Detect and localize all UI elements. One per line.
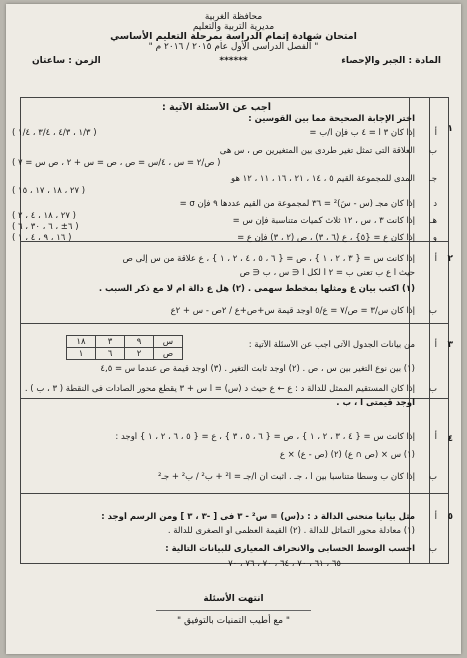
table-cell: ١٨ bbox=[67, 336, 96, 348]
q1d-text: إذا كان مجـ (س - سَ)² = ٣٦ لمجموعة من القيم عددها ٩ فإن σ = bbox=[179, 199, 415, 209]
q1b-text: العلاقة التى تمثل تغير طردى بين المتغيرين ص ، س هى bbox=[219, 146, 415, 156]
q3b-line2: أوجد قيمتى أ ، ب . bbox=[336, 398, 415, 408]
q5a-line2: (١) معادلة محور التماثل للدالة . (٢) القيمة العظمى أو الصغرى للدالة . bbox=[167, 526, 415, 536]
instruction: أجب عن الأسئلة الآتية : bbox=[162, 102, 271, 113]
row-divider bbox=[21, 323, 448, 324]
exam-title: امتحان شهادة إتمام الدراسة بمرحلة التعليم الأساسي bbox=[110, 31, 357, 42]
part-label: هـ bbox=[430, 216, 437, 226]
q1f-text: إذا كان ع = {٥} ، ع (٦ ، ٣) ، ص (٢ ، ٣) فإن ع = bbox=[237, 233, 415, 243]
q1c-text: المدى للمجموعة القيم ٥ ، ١٤ ، ٢١ ، ١٦ ، ١١ ، ١٢ هو bbox=[231, 174, 415, 184]
table-cell: ٢ bbox=[125, 348, 154, 360]
q4a-line1: إذا كانت س = { ٤ ، ٣ ، ٢ ، ١ } ، ص = { ٦ ، ٥ ، ٣ } ، ع = { ٥ ، ٦ ، ٢ ، ١ } أوجد : bbox=[115, 432, 415, 442]
exam-header bbox=[6, 4, 461, 52]
good-luck-wish: " مع أطيب التمنيات بالتوفيق " bbox=[176, 616, 291, 626]
row-divider bbox=[21, 493, 448, 494]
exam-paper bbox=[6, 4, 461, 654]
question-number: ٤ bbox=[447, 434, 453, 444]
part-label: أ bbox=[434, 128, 437, 138]
part-label: ب bbox=[428, 146, 437, 156]
table-row bbox=[67, 336, 183, 348]
q5b-line1: احسب الوسط الحسابى والانحراف المعيارى للبيانات التالية : bbox=[165, 544, 415, 554]
table-cell: س bbox=[154, 336, 183, 348]
table-cell: ٣ bbox=[96, 336, 125, 348]
q1e-text: إذا كانت ٣ ، س ، ١٢ ثلاث كميات متناسبة فإن س = bbox=[232, 216, 415, 226]
part-label: ب bbox=[428, 306, 437, 316]
question-number: ٢ bbox=[447, 254, 453, 264]
q1-title: اختر الإجابة الصحيحة مما بين القوسين : bbox=[248, 114, 415, 124]
directorate: مديرية التربية والتعليم bbox=[192, 22, 275, 32]
q5a-line1: مثل بيانياً منحنى الدالة د : د(س) = س² - ٣ فى [ -٣ ، ٣ ] ومن الرسم أوجد : bbox=[101, 512, 415, 522]
exam-term: " الفصل الدراسى الأول عام ٢٠١٥ / ٢٠١٦ م " bbox=[148, 42, 319, 52]
part-label: ب bbox=[428, 472, 437, 482]
part-label: ب bbox=[428, 544, 437, 554]
part-label: أ bbox=[434, 512, 437, 522]
part-label: أ bbox=[434, 432, 437, 442]
q1c-choices: ( ٢٧ ، ١٨ ، ١٧ ، ١٥ ) bbox=[12, 186, 86, 196]
q4a-line2: (١) س × (ص ∩ ع) (٢) (ص - ع) × ع bbox=[279, 450, 415, 460]
stars: ****** bbox=[219, 56, 248, 66]
q3a-line2: (١) بين نوع التغير بين س ، ص . (٢) أوجد ثابت التغير . (٣) أوجد قيمة ص عندما س = ٤,٥ bbox=[100, 364, 415, 374]
table-cell: ص bbox=[154, 348, 183, 360]
part-label: د bbox=[433, 199, 437, 209]
subject-label: المادة : الجبر والإحصاء bbox=[341, 56, 441, 66]
q1a-text: إذا كان ٣ أ = ٤ ب فإن أ/ب = bbox=[309, 128, 415, 138]
question-number: ٥ bbox=[447, 512, 453, 522]
part-label: أ bbox=[434, 254, 437, 264]
q1d-choices: ( ٢٧ ، ١٨ ، ٤ ، ٢ ) bbox=[12, 211, 76, 221]
q1e-choices: ( ٦± ، ٦ ، ٣٠ ، ٦ ) bbox=[12, 222, 79, 232]
q1a-choices: ( ١/٣ ، ٤/٣ ، ٣/٤ ، ١/٤ ) bbox=[12, 128, 97, 138]
q1f-choices: ( ١٦ ، ٩ ، ٤ ، ١ ) bbox=[12, 233, 72, 243]
q3a-line1: من بيانات الجدول الآتى أجب عن الأسئلة الآتية : bbox=[248, 340, 415, 350]
q3b-line1: إذا كان المستقيم الممثل للدالة د : ع ← ع حيث د (س) = أ س + ٣ يقطع محور الصادات فى النقطة ( ٣ ، ب ) . bbox=[24, 384, 415, 394]
part-label: ب bbox=[428, 384, 437, 394]
part-label: أ bbox=[434, 340, 437, 350]
q2a-line2: حيث أ ع ب تعنى ب = ٢ أ لكل أ ∈ س ، ب ∈ ص bbox=[239, 268, 415, 278]
question-number: ٣ bbox=[447, 340, 453, 350]
end-of-questions: انتهت الأسئلة bbox=[203, 594, 264, 604]
table-row bbox=[67, 348, 183, 360]
q5b-line2: ٦٥ ، ٦١ ، ٧٠ ، ٦٤ ، ٧٠ ، ٧٦ ، ٧٠ bbox=[228, 559, 341, 569]
q2a-line3: (١) اكتب بيان ع ومثلها بمخطط سهمى . (٢) هل ع دالة أم لا مع ذكر السبب . bbox=[98, 284, 415, 294]
time-label: الزمن : ساعتان bbox=[32, 56, 101, 66]
data-table bbox=[66, 335, 183, 360]
q1b-choices: ( ص/٢ = س ، ٤/س = ص ، ص = س + ٢ ، ص س = ٧ ) bbox=[12, 158, 221, 168]
part-label: جـ bbox=[429, 174, 437, 184]
q2b-line1: إذا كان س/٣ = ص/٧ = ع/٥ أوجد قيمة س+ص+ع / ٢ص - س + ٢ع bbox=[170, 306, 415, 316]
table-cell: ١ bbox=[67, 348, 96, 360]
footer-divider bbox=[156, 610, 311, 611]
subject-row bbox=[6, 56, 461, 70]
table-cell: ٦ bbox=[96, 348, 125, 360]
q4b-line1: إذا كان ب وسطاً متناسباً بين أ ، جـ . أثبت أن أ/جـ = أ² + ب² / ب² + جـ² bbox=[158, 472, 415, 482]
table-cell: ٩ bbox=[125, 336, 154, 348]
governorate: محافظة الغربية bbox=[204, 12, 263, 22]
part-label: و bbox=[432, 233, 437, 243]
q2a-line1: إذا كانت س = { ٣ ، ٢ ، ١ } ، ص = { ٦ ، ٥ ، ٤ ، ٢ ، ١ } ، ع علاقة من س إلى ص bbox=[122, 254, 415, 264]
question-number: ١ bbox=[447, 124, 453, 134]
